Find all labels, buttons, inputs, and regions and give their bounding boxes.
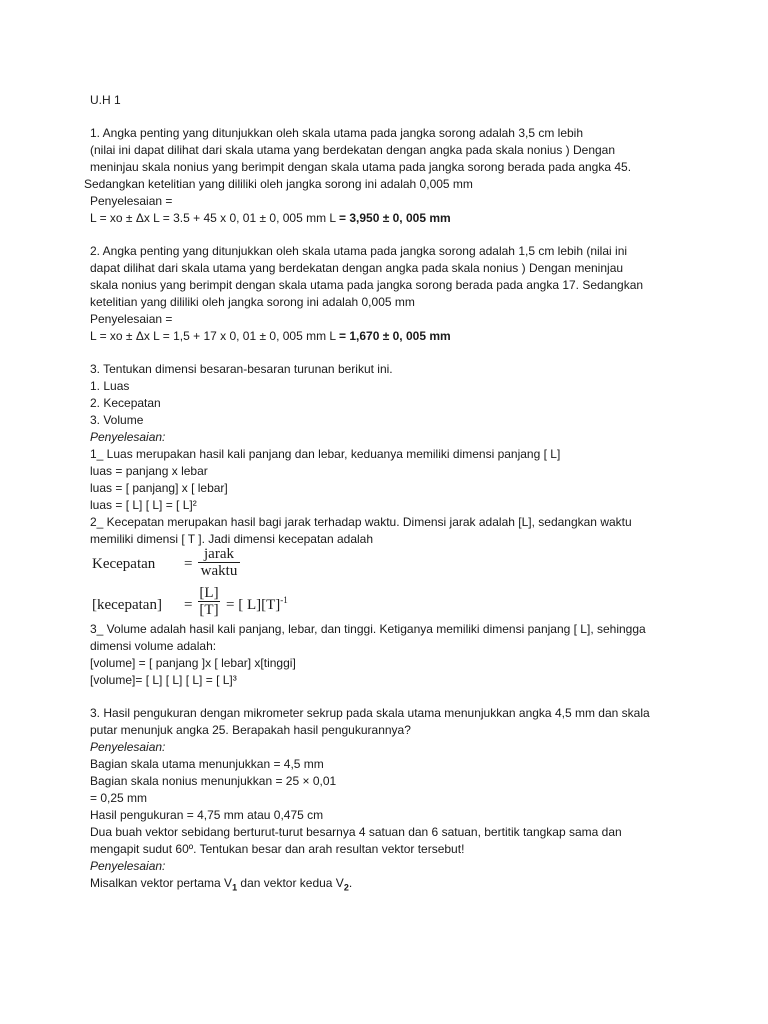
- formula-dimension-right: [226, 597, 288, 614]
- formula-velocity-fraction: [198, 546, 240, 580]
- q5-last-c: .: [348, 876, 353, 890]
- q5-last-line: [90, 875, 352, 892]
- q3-item-2: 2. Kecepatan: [90, 396, 161, 410]
- q3-s3-a: [volume] = [ panjang ]x [ lebar] x[tinggi]: [90, 656, 296, 670]
- q3-s1-b: luas = [ panjang] x [ lebar]: [90, 481, 228, 495]
- q3-solution-label: Penyelesaian:: [90, 430, 166, 444]
- q1-solution-label: Penyelesaian =: [90, 194, 173, 208]
- document-title: U.H 1: [90, 93, 121, 107]
- q5-last-a: Misalkan vektor pertama V: [90, 876, 233, 890]
- q3-s1-a: luas = panjang x lebar: [90, 464, 208, 478]
- q2-line-4: ketelitian yang dililiki oleh jangka sorong ini adalah 0,005 mm: [90, 295, 415, 309]
- q2-solution-label: Penyelesaian =: [90, 312, 173, 326]
- formula-velocity-numerator: jarak: [204, 546, 234, 562]
- q1-line-1: 1. Angka penting yang ditunjukkan oleh skala utama pada jangka sorong adalah 3,5 cm lebih: [90, 126, 584, 140]
- q4-a: Bagian skala utama menunjukkan = 4,5 mm: [90, 757, 324, 771]
- formula-velocity-left: Kecepatan: [92, 556, 156, 572]
- q2-line-1: 2. Angka penting yang ditunjukkan oleh skala utama pada jangka sorong adalah 1,5 cm lebih (nilai ini: [90, 244, 628, 258]
- q2-line-2: dapat dilihat dari skala utama yang berdekatan dengan angka pada skala nonius ) Dengan meninjau: [90, 261, 624, 275]
- q4-line-1: 3. Hasil pengukuran dengan mikrometer sekrup pada skala utama menunjukkan angka 4,5 mm dan skala: [90, 706, 650, 720]
- q1-formula-part: L = xo ± Δx L = 3.5 + 45 x 0, 01 ± 0, 005 mm L: [90, 211, 339, 225]
- q1-line-2: (nilai ini dapat dilihat dari skala utama yang berdekatan dengan angka pada skala nonius ) Dengan: [90, 143, 616, 157]
- q2-formula-part: L = xo ± Δx L = 1,5 + 17 x 0, 01 ± 0, 005 mm L: [90, 329, 339, 343]
- q3-s1-c: luas = [ L] [ L] = [ L]²: [90, 498, 197, 512]
- formula-dimension-exponent: -1: [280, 595, 288, 605]
- q5-solution-label: Penyelesaian:: [90, 859, 166, 873]
- formula-velocity-equals: =: [184, 556, 193, 572]
- q3-s1-intro: 1_ Luas merupakan hasil kali panjang dan lebar, keduanya memiliki dimensi panjang [ L]: [90, 447, 561, 461]
- q2-line-3: skala nonius yang berimpit dengan skala utama pada jangka sorong berada pada angka 17. Sedangkan: [90, 278, 644, 292]
- q1-line-4: Sedangkan ketelitian yang dililiki oleh jangka sorong ini adalah 0,005 mm: [84, 177, 473, 191]
- q2-formula-result: = 1,670 ± 0, 005 mm: [339, 329, 451, 343]
- q1-formula-result: = 3,950 ± 0, 005 mm: [339, 211, 451, 225]
- q4-line-2: putar menunjuk angka 25. Berapakah hasil pengukurannya?: [90, 723, 411, 737]
- q5-sub-1: 1: [232, 882, 238, 893]
- formula-dimension-left: [kecepatan]: [92, 597, 162, 613]
- q5-sub-2: 2: [343, 882, 349, 893]
- q4-b: Bagian skala nonius menunjukkan = 25 × 0,01: [90, 774, 337, 788]
- formula-dimension-denominator: [T]: [199, 602, 219, 618]
- q1-formula: [90, 210, 451, 227]
- formula-velocity-denominator: waktu: [200, 563, 238, 579]
- formula-dimension-right-text: = [ L][T]: [226, 597, 281, 613]
- q4-c: = 0,25 mm: [90, 791, 148, 805]
- q3-s3-line-2: dimensi volume adalah:: [90, 639, 217, 653]
- q1-line-3: meninjau skala nonius yang berimpit dengan skala utama pada jangka sorong berada pada angka 45.: [90, 160, 632, 174]
- q4-solution-label: Penyelesaian:: [90, 740, 166, 754]
- q3-line-1: 3. Tentukan dimensi besaran-besaran turunan berikut ini.: [90, 362, 393, 376]
- q3-item-3: 3. Volume: [90, 413, 144, 427]
- q3-item-1: 1. Luas: [90, 379, 130, 393]
- q3-s2-line-2: memiliki dimensi [ T ]. Jadi dimensi kecepatan adalah: [90, 532, 374, 546]
- q2-formula: [90, 328, 451, 345]
- formula-dimension-equals: =: [184, 597, 193, 613]
- formula-dimension-fraction: [198, 585, 220, 618]
- q3-s2-line-1: 2_ Kecepatan merupakan hasil bagi jarak terhadap waktu. Dimensi jarak adalah [L], sedangkan waktu: [90, 515, 632, 529]
- q5-last-b: dan vektor kedua V: [237, 876, 344, 890]
- q3-s3-line-1: 3_ Volume adalah hasil kali panjang, lebar, dan tinggi. Ketiganya memiliki dimensi panjang [ L], sehingga: [90, 622, 646, 636]
- q3-s3-b: [volume]= [ L] [ L] [ L] = [ L]³: [90, 673, 237, 687]
- q4-d: Hasil pengukuran = 4,75 mm atau 0,475 cm: [90, 808, 324, 822]
- q5-line-2: mengapit sudut 60º. Tentukan besar dan arah resultan vektor tersebut!: [90, 842, 465, 856]
- formula-dimension-numerator: [L]: [199, 585, 219, 601]
- q5-line-1: Dua buah vektor sebidang berturut-turut besarnya 4 satuan dan 6 satuan, bertitik tangkap sama dan: [90, 825, 622, 839]
